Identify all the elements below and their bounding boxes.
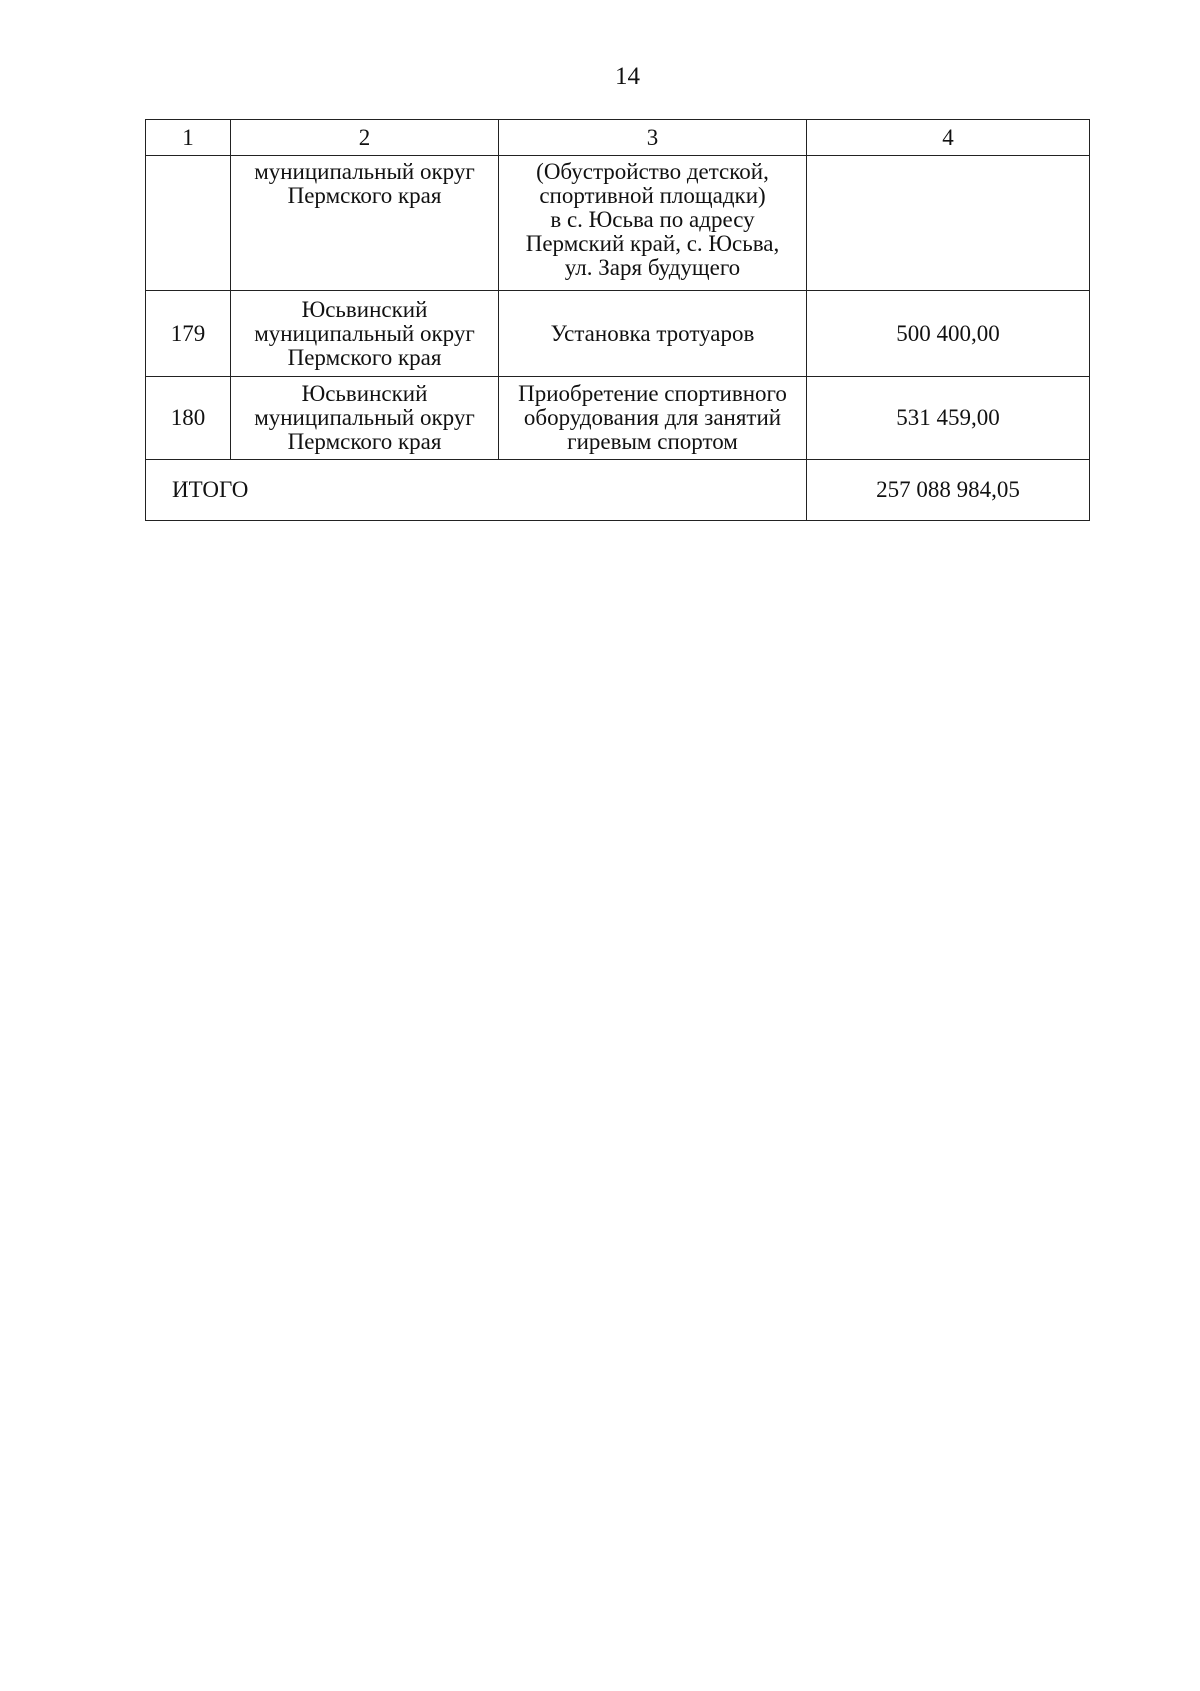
- project-cell: Приобретение спортивного оборудования для занятий гиревым спортом: [499, 377, 807, 460]
- budget-table: [145, 119, 1090, 521]
- amount-cell: [807, 156, 1090, 291]
- row-number-cell: [146, 156, 231, 291]
- amount-cell: 531 459,00: [807, 377, 1090, 460]
- table-row: [146, 377, 1090, 460]
- total-amount: 257 088 984,05: [807, 460, 1090, 521]
- municipality-cell: Юсьвинский муниципальный округ Пермского края: [231, 291, 499, 377]
- project-cell: (Обустройство детской, спортивной площадки) в с. Юсьва по адресу Пермский край, с. Юсьва, ул. Заря будущего: [499, 156, 807, 291]
- row-number-cell: 179: [146, 291, 231, 377]
- column-municipality-header: 2: [231, 120, 499, 156]
- table-header-row: [146, 120, 1090, 156]
- column-project-header: 3: [499, 120, 807, 156]
- project-cell: Установка тротуаров: [499, 291, 807, 377]
- municipality-cell: Юсьвинский муниципальный округ Пермского края: [231, 377, 499, 460]
- total-label: ИТОГО: [146, 460, 807, 521]
- column-number-header: 1: [146, 120, 231, 156]
- table-row: [146, 156, 1090, 291]
- amount-cell: 500 400,00: [807, 291, 1090, 377]
- column-amount-header: 4: [807, 120, 1090, 156]
- row-number-cell: 180: [146, 377, 231, 460]
- table-row: [146, 291, 1090, 377]
- municipality-cell: муниципальный округ Пермского края: [231, 156, 499, 291]
- page-number: 14: [615, 63, 640, 90]
- total-row: [146, 460, 1090, 521]
